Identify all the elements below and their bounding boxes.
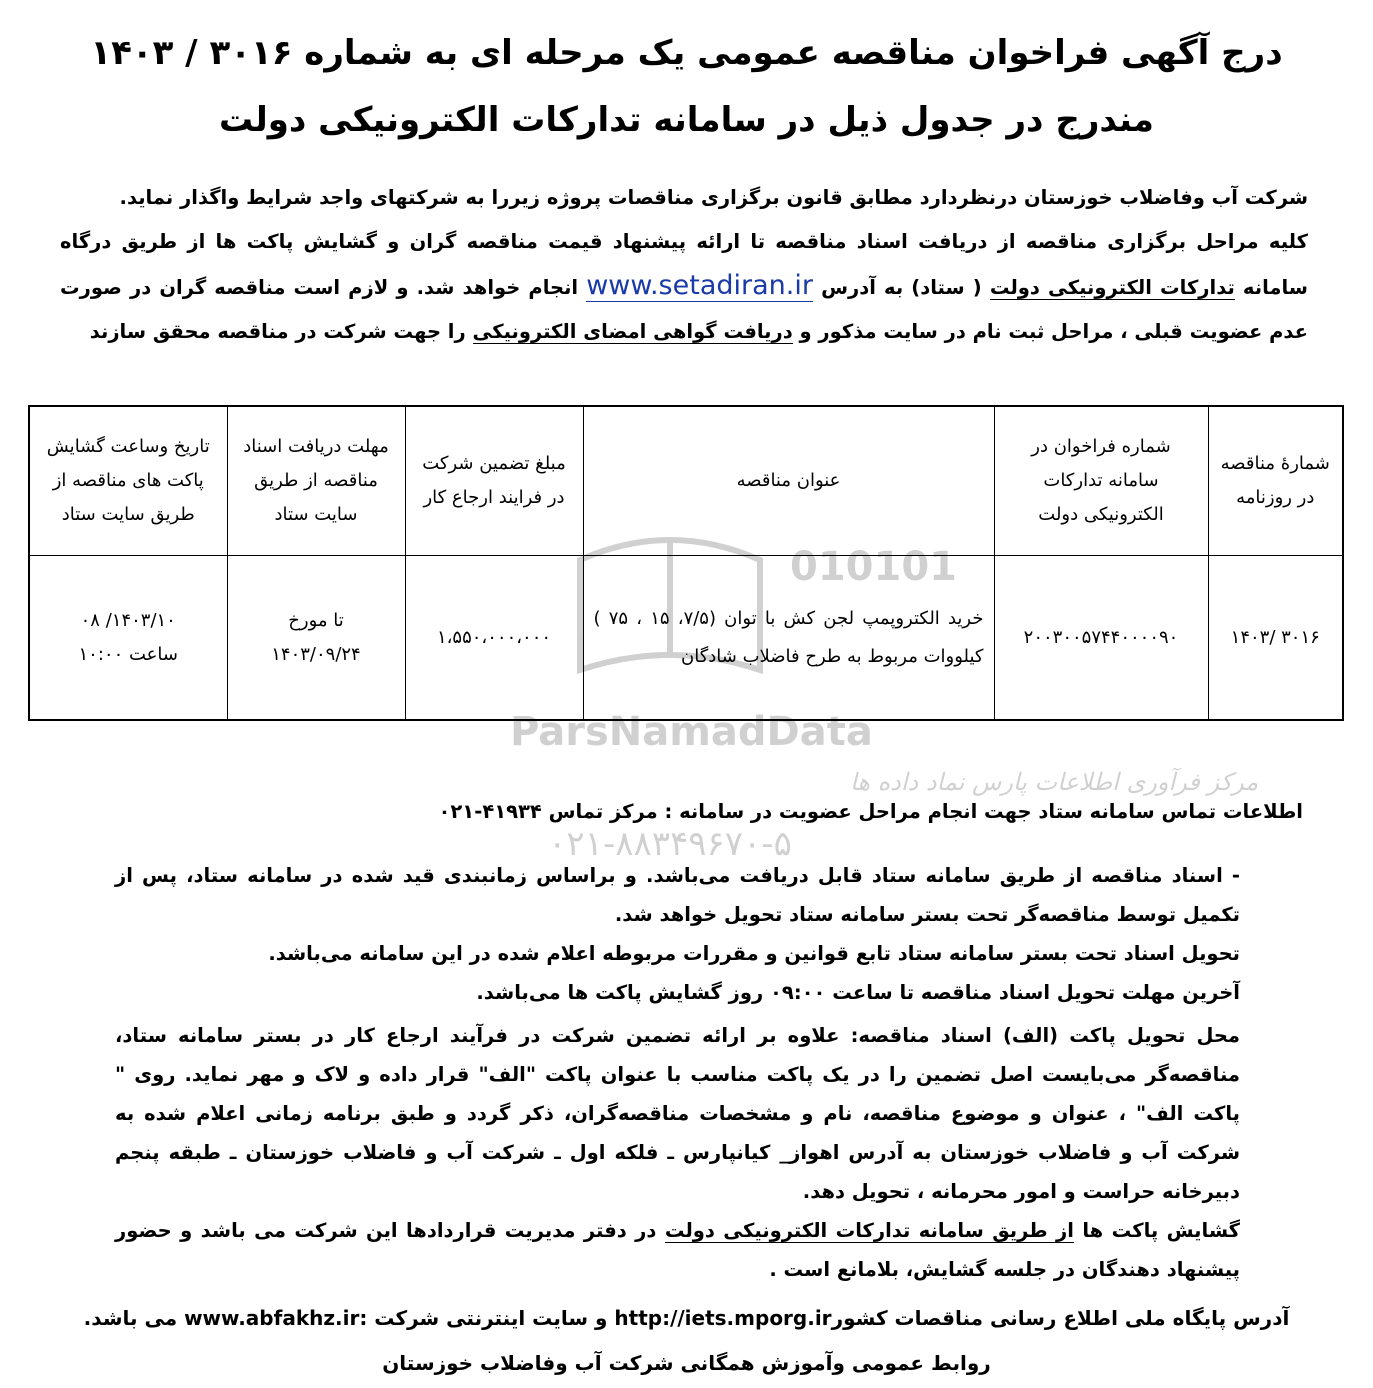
footer-text-c: می باشد. [83, 1306, 185, 1330]
intro-underlined-setad: تدارکات الکترونیکی دولت [989, 276, 1235, 299]
instruction-opening [115, 1211, 1240, 1289]
cell-guarantee-amount: ۱،۵۵۰،۰۰۰،۰۰۰ [405, 556, 583, 721]
header-call-number: شماره فراخوان در سامانه تدارکات الکترونیکی دولت [994, 406, 1208, 556]
header-document-deadline: مهلت دریافت اسناد مناقصه از طریق سایت ستاد [227, 406, 405, 556]
header-tender-number: شمارهٔ مناقصه در روزنامه [1208, 406, 1343, 556]
setadiran-link[interactable]: www.setadiran.ir [586, 270, 813, 301]
intro-paragraph-2 [60, 220, 1308, 354]
contact-info: اطلاعات تماس سامانه ستاد جهت انجام مراحل عضویت در سامانه : مرکز تماس ۴۱۹۳۴-۰۲۱ [438, 800, 1303, 823]
header-guarantee-amount: مبلغ تضمین شرکت در فرایند ارجاع کار [405, 406, 583, 556]
instructions-section [115, 856, 1240, 1289]
opening-text-b: در دفتر مدیریت قراردادها این شرکت می باشد و حضور پیشنهاد دهندگان در جلسه گشایش، بلامانع است . [115, 1219, 1240, 1281]
svg-text:۰۲۱-۸۸۳۴۹۶۷۰-۵: ۰۲۱-۸۸۳۴۹۶۷۰-۵ [548, 824, 792, 864]
intro-section [60, 176, 1308, 354]
intro-underlined-certificate: دریافت گواهی امضای الکترونیکی [472, 320, 793, 343]
opening-date: ۱۴۰۳/۱۰/ ۰۸ [80, 609, 176, 631]
footer-text-b: و سایت اینترنتی شرکت : [359, 1306, 615, 1330]
svg-text:ParsNamadData: ParsNamadData [510, 709, 873, 755]
opening-text-a: گشایش پاکت ها [1073, 1219, 1241, 1242]
intro-paragraph-1: شرکت آب وفاضلاب خوزستان درنظردارد مطابق قانون برگزاری مناقصات پروژه زیررا به شرکتهای واجد شرایط واگذار نماید. [119, 186, 1308, 209]
instruction-download: - اسناد مناقصه از طریق سامانه ستاد قابل دریافت می‌باشد. و براساس زمانبندی قید شده در سامانه ستاد، پس از تکمیل توسط مناقصه‌گر تحت بستر سامانه ستاد تحویل خواهد شد. [115, 864, 1240, 926]
opening-time: ساعت ۱۰:۰۰ [78, 643, 178, 665]
footer-text-a: آدرس پایگاه ملی اطلاع رسانی مناقصات کشور [831, 1306, 1290, 1330]
header-tender-subject: عنوان مناقصه [583, 406, 994, 556]
footer-addresses [0, 1300, 1373, 1336]
opening-underlined: از طریق سامانه تدارکات الکترونیکی دولت [664, 1219, 1074, 1242]
intro-text-c: انجام خواهد شد. و لازم است مناقصه گران در صورت عدم عضویت قبلی ، مراحل ثبت نام در سایت مذکور و [60, 276, 1308, 343]
footer-publisher: روابط عمومی وآموزش همگانی شرکت آب وفاضلاب خوزستان [382, 1351, 991, 1375]
instruction-envelope-a: محل تحویل پاکت (الف) اسناد مناقصه: علاوه بر ارائه تضمین شرکت در فرآیند ارجاع کار در بستر سامانه ستاد، مناقصه‌گر می‌بایست اصل تضمین را در یک پاکت مناسب با عنوان پاکت "الف" قرار داده و لاک و مهر نماید. روی " پاکت الف" ، عنوان و موضوع مناقصه، نام و مشخصات مناقصه‌گران، ذکر گردد و طبق برنامه زمانی اعلام شده به شرکت آب و فاضلاب خوزستان به آدرس اهواز_ کیانپارس ـ فلکه اول ـ شرکت آب و فاضلاب خوزستان ـ طبقه پنجم دبیرخانه حراست و امور محرمانه ، تحویل دهد. [115, 1024, 1240, 1203]
deadline-date: ۱۴۰۳/۰۹/۲۴ [271, 643, 361, 665]
table-row [29, 556, 1343, 721]
tender-table [28, 405, 1344, 721]
page-title-line1: درج آگهی فراخوان مناقصه عمومی یک مرحله ای به شماره ۳۰۱۶ / ۱۴۰۳ [90, 33, 1283, 73]
page-title-line2: مندرج در جدول ذیل در سامانه تدارکات الکترونیکی دولت [219, 100, 1154, 140]
cell-tender-number: ۳۰۱۶ /۱۴۰۳ [1208, 556, 1343, 721]
instruction-deadline: آخرین مهلت تحویل اسناد مناقصه تا ساعت ۰۹:۰۰ روز گشایش پاکت ها می‌باشد. [476, 981, 1240, 1004]
header-opening-date: تاریخ وساعت گشایش پاکت های مناقصه از طریق سایت ستاد [29, 406, 227, 556]
abfakhz-link[interactable]: www.abfakhz.ir [184, 1306, 360, 1330]
cell-tender-subject: خرید الکتروپمپ لجن کش با توان (۷/۵، ۱۵ ، ۷۵ ) کیلووات مربوط به طرح فاضلاب شادگان [583, 556, 994, 721]
intro-text-b: ( ستاد) به آدرس [812, 276, 990, 299]
iets-link[interactable]: http://iets.mporg.ir [614, 1306, 832, 1330]
svg-text:مرکز فرآوری اطلاعات پارس نماد: مرکز فرآوری اطلاعات پارس نماد داده ها [850, 768, 1259, 796]
cell-opening-date [29, 556, 227, 721]
intro-text-a: کلیه مراحل برگزاری مناقصه از دریافت اسناد مناقصه تا ارائه پیشنهاد قیمت مناقصه گران و گشایش پاکت ها از طریق درگاه سامانه [60, 230, 1308, 299]
intro-text-d: را جهت شرکت در مناقصه محقق سازند [89, 320, 473, 343]
svg-text:010101: 010101 [790, 544, 957, 590]
instruction-delivery-rules: تحویل اسناد تحت بستر سامانه ستاد تابع قوانین و مقررات مربوطه اعلام شده در این سامانه می‌باشد. [268, 942, 1240, 965]
deadline-label: تا مورخ [288, 609, 344, 631]
cell-call-number: ۲۰۰۳۰۰۵۷۴۴۰۰۰۰۹۰ [994, 556, 1208, 721]
cell-document-deadline [227, 556, 405, 721]
table-header-row [29, 406, 1343, 556]
